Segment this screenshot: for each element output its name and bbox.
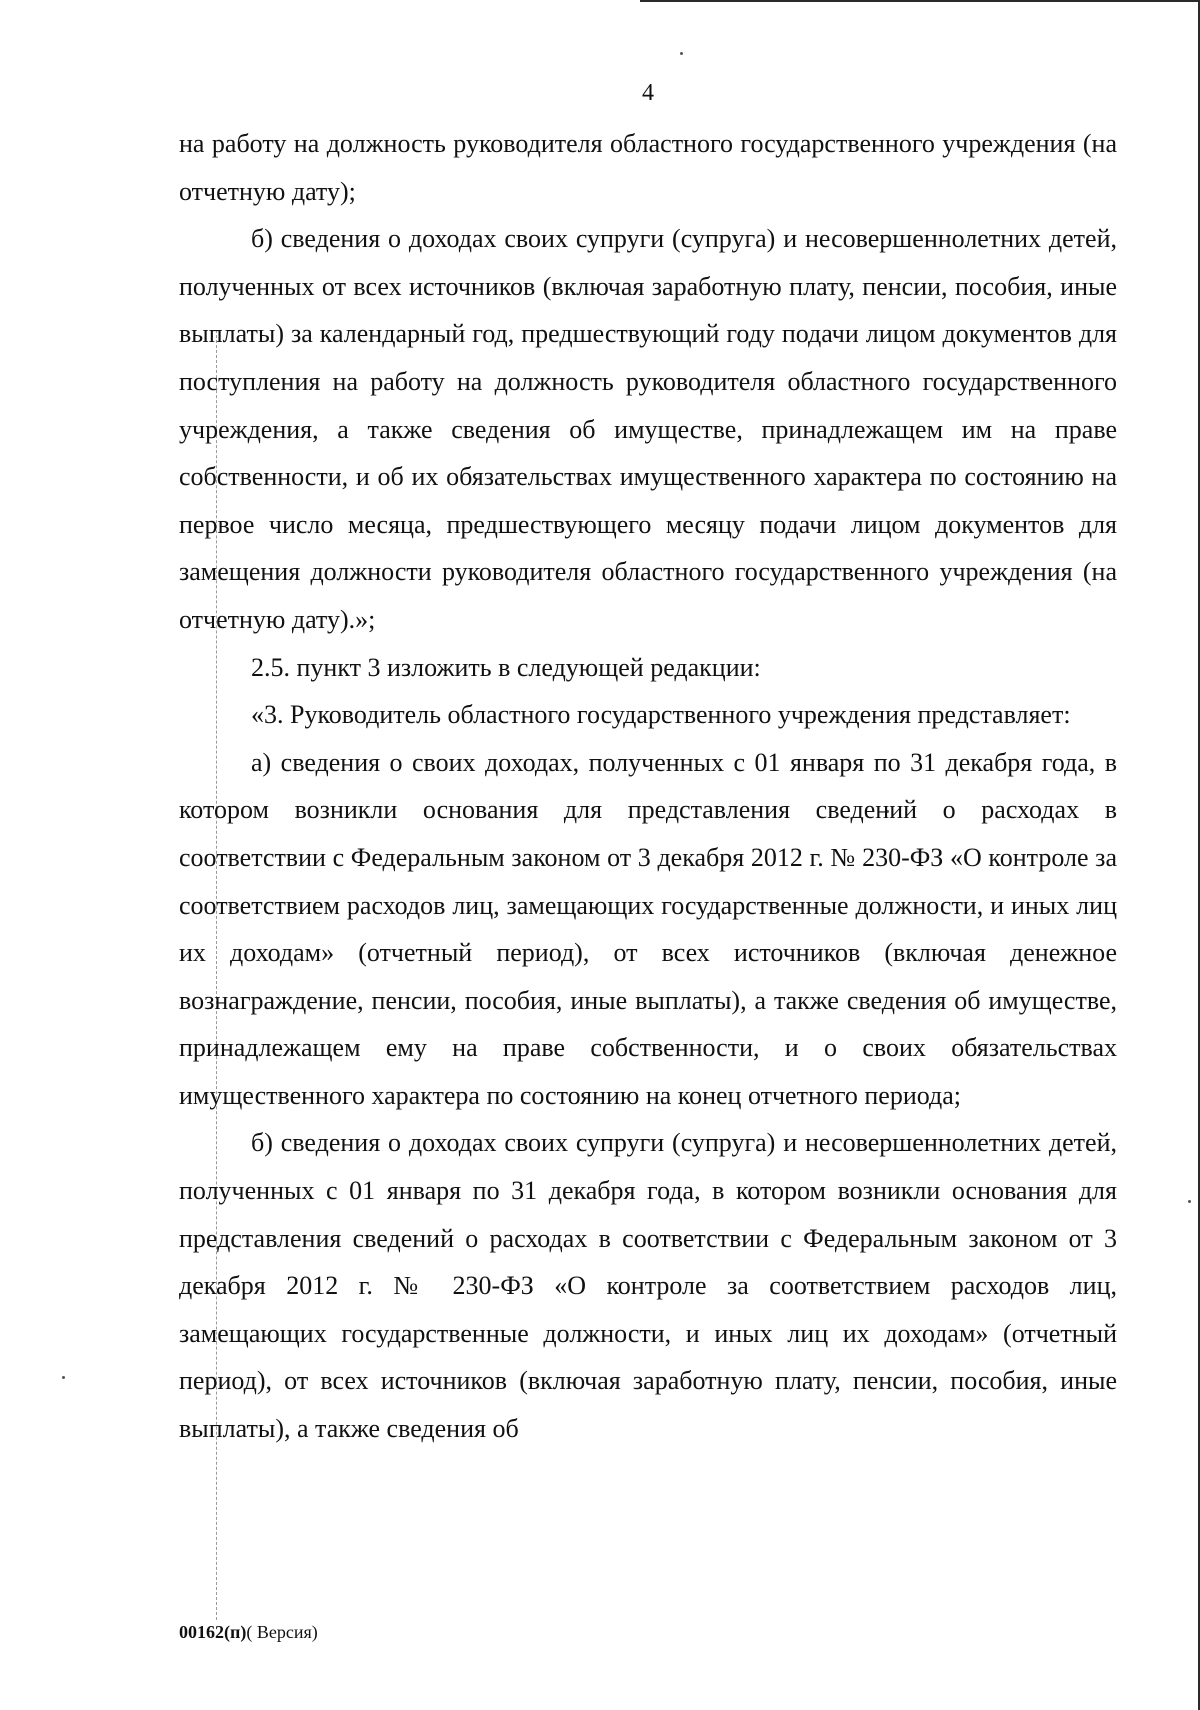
paragraph-b-spouse-income-period: б) сведения о доходах своих супруги (супруга) и несовершеннолетних детей, полученных с 01 января по 31 декабря года, в котором возникли основания для представления сведений о расходах в соответствии с Федеральным законом от 3 декабря 2012 г. № 230-ФЗ «О контроле за соответствием расходов лиц, замещающих государственные должности, и иных лиц их доходам» (отчетный период), от всех источников (включая заработную плату, пенсии, пособия, иные выплаты), а также сведения об	[179, 1128, 1117, 1444]
paragraph-point-3: «3. Руководитель областного государственного учреждения представляет:	[251, 700, 1071, 730]
paragraph-a-own-income: а) сведения о своих доходах, полученных с 01 января по 31 декабря года, в котором возникли основания для представления сведений о расходах в соответствии с Федеральным законом от 3 декабря 2012 г. № 230-ФЗ «О контроле за соответствием расходов лиц, замещающих государственные должности, и иных лиц их доходам» (отчетный период), от всех источников (включая денежное вознаграждение, пенсии, пособия, иные выплаты), а также сведения об имуществе, принадлежащем ему на праве собственности, и о своих обязательствах имущественного характера по состоянию на конец отчетного периода;	[179, 747, 1117, 1110]
scan-top-edge-line	[640, 0, 1200, 2]
scan-speck	[680, 52, 683, 55]
document-footer-code	[179, 1620, 318, 1644]
scan-speck	[62, 1376, 65, 1379]
paragraph-b-spouse-income: б) сведения о доходах своих супруги (супруга) и несовершеннолетних детей, полученных от всех источников (включая заработную плату, пенсии, пособия, иные выплаты) за календарный год, предшествующий году подачи лицом документов для поступления на работу на должность руководителя областного государственного учреждения, а также сведения об имуществе, принадлежащем им на праве собственности, и об их обязательствах имущественного характера по состоянию на первое число месяца, предшествующего месяцу подачи лицом документов для замещения должности руководителя областного государственного учреждения (на отчетную дату).»;	[179, 224, 1117, 634]
scan-speck	[1188, 1200, 1191, 1203]
page-number: 4	[642, 80, 654, 106]
document-body	[179, 120, 1117, 1453]
footer-code-version: ( Версия)	[246, 1622, 318, 1642]
paragraph-continuation: на работу на должность руководителя областного государственного учреждения (на отчетную дату);	[179, 129, 1117, 206]
footer-code-number: 00162(п)	[179, 1622, 247, 1642]
paragraph-item-2-5: 2.5. пункт 3 изложить в следующей редакции:	[251, 652, 761, 682]
